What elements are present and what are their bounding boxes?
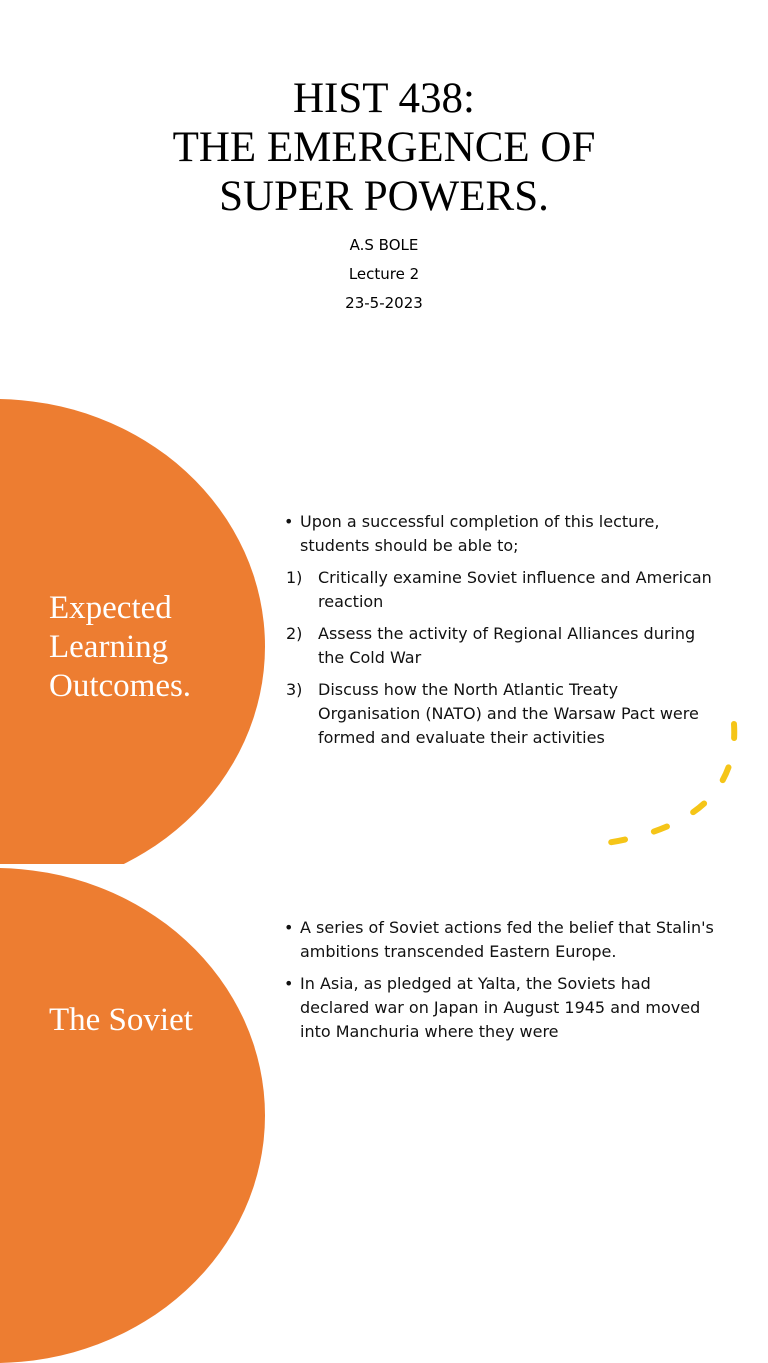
- author-name: A.S BOLE: [349, 236, 419, 254]
- slide-title: [0, 74, 768, 221]
- soviet-slide: [0, 864, 768, 1041]
- list-item: [284, 622, 724, 670]
- item-number: 1): [286, 568, 303, 587]
- intro-text: Upon a successful completion of this lecture, students should be able to;: [300, 512, 660, 555]
- title-line: THE EMERGENCE OF: [172, 124, 596, 171]
- item-text: Critically examine Soviet influence and American reaction: [318, 568, 712, 611]
- heading-line: Expected: [49, 590, 172, 626]
- bullet-list: [284, 916, 724, 1052]
- section-heading: [49, 589, 191, 706]
- item-number: 3): [286, 680, 303, 699]
- section-heading: The Soviet: [49, 1002, 193, 1038]
- heading-line: Outcomes.: [49, 668, 192, 704]
- list-item: [284, 972, 724, 1044]
- learning-outcomes-slide: [0, 432, 768, 864]
- item-text: Discuss how the North Atlantic Treaty Organisation (NATO) and the Warsaw Pact were formed and evaluate their activities: [318, 680, 699, 747]
- item-number: 2): [286, 624, 303, 643]
- bullet-icon: •: [284, 918, 294, 937]
- title-line: SUPER POWERS.: [219, 173, 549, 220]
- title-line: HIST 438:: [293, 75, 475, 122]
- item-text: A series of Soviet actions fed the belief that Stalin's ambitions transcended Eastern Europe.: [300, 918, 714, 961]
- item-text: Assess the activity of Regional Alliances during the Cold War: [318, 624, 696, 667]
- list-item: [284, 566, 724, 614]
- dashed-arc-icon: [590, 712, 750, 862]
- bullet-icon: •: [284, 512, 294, 531]
- title-slide: [0, 0, 768, 432]
- lecture-date: 23-5-2023: [345, 294, 423, 312]
- heading-line: Learning: [49, 629, 169, 665]
- slide-subtitle: [0, 231, 768, 318]
- lecture-number: Lecture 2: [348, 265, 420, 283]
- list-item: [284, 510, 724, 558]
- item-text: In Asia, as pledged at Yalta, the Soviets had declared war on Japan in August 1945 and moved into Manchuria where they were: [300, 974, 701, 1041]
- orange-circle-shape: [0, 868, 265, 1363]
- bullet-icon: •: [284, 974, 294, 993]
- list-item: [284, 916, 724, 964]
